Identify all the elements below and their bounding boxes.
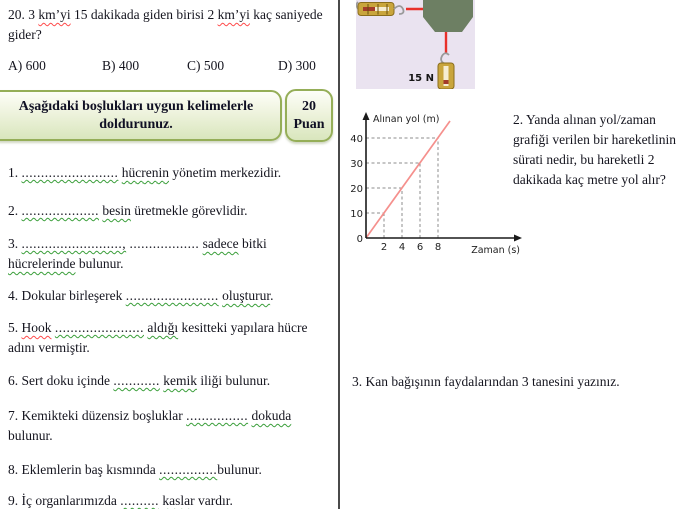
text-segment: bulunur. (217, 462, 262, 477)
text-segment: bitki (238, 236, 267, 251)
question-20-options (8, 56, 332, 74)
text-segment: 8. Eklemlerin baş kısmında (8, 462, 160, 477)
question-2-text: 2. Yanda alınan yol/zaman grafiği verilen bir hareketlinin sürati nedir, bu hareketli 2 dakikada kaç metre yol alır? (513, 112, 677, 187)
text-segment: yönetim merkezidir. (168, 165, 282, 180)
text-segment: kesitteki yapılara hücre adını vermiştir. (8, 320, 308, 355)
text-segment: aldığı (147, 320, 179, 335)
text-segment: ........................ (125, 288, 219, 303)
y-tick: 0 (356, 234, 363, 245)
text-segment: 9. İç organlarımızda (8, 493, 121, 508)
text-segment: dokuda (251, 408, 292, 423)
text-segment: 3. (8, 236, 22, 251)
x-axis-arrow-icon (514, 235, 522, 242)
question-20-text (8, 5, 323, 45)
text-segment: kaslar (162, 493, 195, 508)
text-segment: ....................... (54, 320, 144, 335)
text-segment: iliği bulunur. (196, 373, 271, 388)
dynamometer-figure-drawing (356, 0, 475, 89)
x-tick: 2 (380, 242, 388, 253)
points-label: Puan (293, 116, 325, 132)
fill-question-1 (8, 163, 326, 183)
fill-question-5 (8, 318, 326, 358)
fill-question-6 (8, 371, 326, 391)
x-tick: 8 (434, 242, 442, 253)
text-segment: 4. Dokular birleşerek (8, 288, 126, 303)
text-segment: besin (102, 203, 131, 218)
force-value-label: 15 N (408, 73, 434, 84)
fill-question-2 (8, 201, 326, 221)
points-value: 20 (302, 98, 316, 114)
fill-question-9 (8, 491, 326, 509)
option-d: D) 300 (278, 58, 316, 73)
fill-section-header-box (0, 90, 282, 141)
text-segment: 2. (8, 203, 22, 218)
x-tick: 6 (416, 242, 424, 253)
dynamometer-figure (356, 0, 475, 89)
fill-section-header-label: Aşağıdaki boşlukları uygun kelimelerle doldurunuz. (18, 98, 254, 132)
distance-time-chart-drawing (350, 108, 525, 255)
y-axis-arrow-icon (363, 112, 370, 120)
text-segment: hücrenin (121, 165, 169, 180)
text-segment: 15 dakikada giden birisi 2 (70, 7, 218, 22)
text-segment: kaç saniyede gider? (8, 7, 323, 42)
x-tick: 4 (398, 242, 406, 253)
fill-question-4 (8, 286, 326, 306)
text-segment: ............... (159, 462, 218, 477)
text-segment: kemik (163, 373, 197, 388)
option-a: A) 600 (8, 58, 46, 73)
text-segment: .................. (129, 236, 200, 251)
text-segment: 5. (8, 320, 22, 335)
text-segment: ......................... (21, 165, 119, 180)
option-b: B) 400 (102, 58, 140, 73)
text-segment: Hook (21, 320, 52, 335)
text-segment: 6. Sert doku içinde (8, 373, 114, 388)
text-segment: bulunur. (8, 428, 53, 443)
column-divider (338, 0, 340, 509)
text-segment: .......... (120, 493, 159, 508)
y-tick: 40 (350, 134, 363, 145)
text-segment: .........................., (21, 236, 127, 251)
text-segment: üretmekle görevlidir. (130, 203, 248, 218)
fill-question-3 (8, 234, 326, 274)
text-segment: hücrelerinde (8, 256, 76, 271)
text-segment: km’yi (217, 7, 250, 22)
fill-question-8 (8, 460, 326, 480)
y-axis-title: Alınan yol (m) (373, 114, 440, 125)
text-segment: 20. 3 (8, 7, 39, 22)
points-badge (285, 89, 333, 142)
text-segment: sadece (202, 236, 239, 251)
data-line (366, 121, 450, 238)
y-tick: 10 (350, 209, 363, 220)
y-tick: 20 (350, 184, 363, 195)
text-segment: km’yi (38, 7, 71, 22)
text-segment: vardır. (194, 493, 233, 508)
distance-time-chart (350, 108, 525, 255)
y-tick: 30 (350, 159, 363, 170)
text-segment: 7. Kemikteki düzensiz boşluklar (8, 408, 187, 423)
text-segment: ............ (113, 373, 160, 388)
option-c: C) 500 (187, 58, 225, 73)
x-axis-title: Zaman (s) (471, 245, 520, 255)
text-segment: bulunur. (75, 256, 124, 271)
question-3-text: 3. Kan bağışının faydalarından 3 tanesini yazınız. (352, 374, 620, 389)
text-segment: ................ (186, 408, 249, 423)
text-segment: .................... (21, 203, 99, 218)
text-segment: oluşturur (222, 288, 271, 303)
fill-question-7 (8, 406, 300, 446)
text-segment: 1. (8, 165, 22, 180)
axes (366, 118, 516, 238)
text-segment: . (270, 288, 274, 303)
